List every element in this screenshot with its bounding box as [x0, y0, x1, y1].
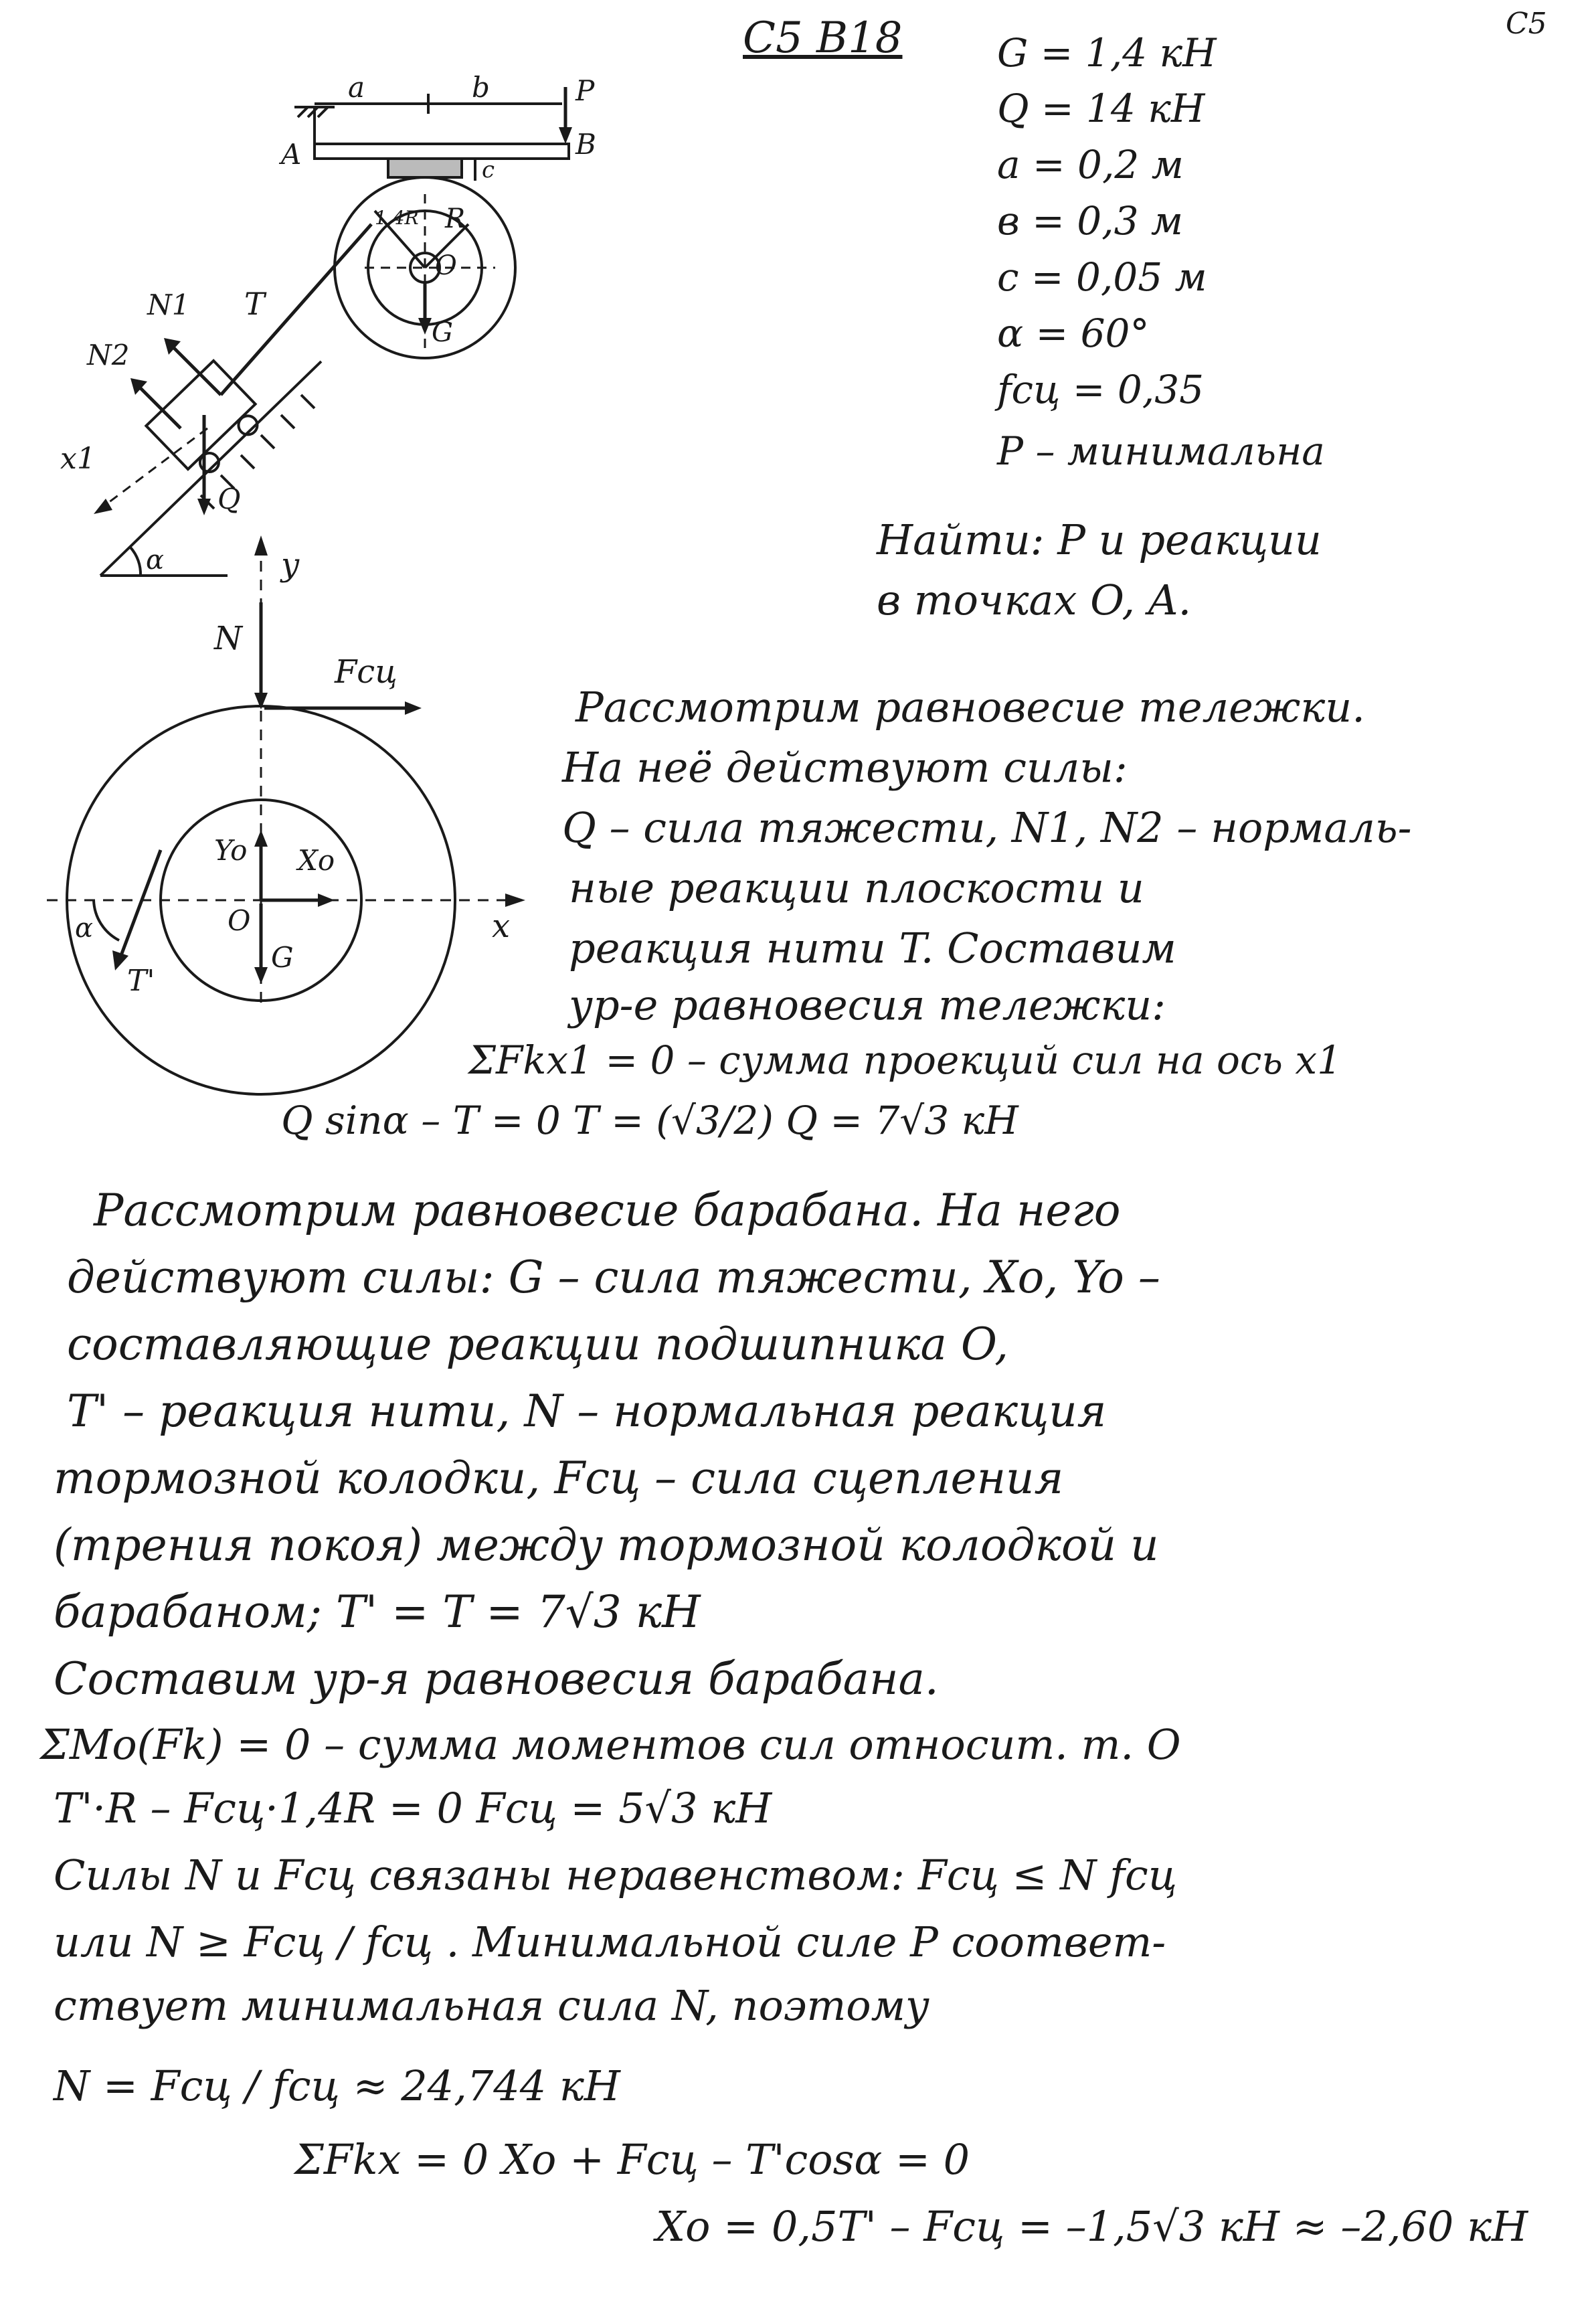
label-a-point: A: [281, 138, 302, 171]
label-t-prime: T': [127, 964, 155, 998]
given-q: Q = 14 кН: [997, 86, 1205, 131]
label-p: P: [575, 74, 595, 107]
label-n1: N1: [147, 288, 190, 321]
label-alpha-bottom: α: [75, 913, 94, 944]
label-yo: Yo: [214, 834, 248, 867]
drum-sum-x-line: ΣFkx = 0 Xo + Fсц – T'cosα = 0: [294, 2135, 970, 2184]
drum-text-line-1: Рассмотрим равновесие барабана. На него: [94, 1185, 1121, 1236]
cart-text-line-4: ные реакции плоскости и: [569, 863, 1144, 912]
drum-force-diagram: [0, 522, 549, 1098]
label-o: O: [435, 250, 457, 281]
label-b-point: B: [575, 128, 596, 161]
label-fsc: Fсц: [335, 653, 397, 691]
drum-moment-result: T'·R – Fсц·1,4R = 0 Fсц = 5√3 кН: [54, 1784, 772, 1833]
drum-text-line-3: составляющие реакции подшипника O,: [67, 1318, 1009, 1370]
cart-text-line-5: реакция нити T. Составим: [569, 924, 1176, 972]
given-a: a = 0,2 м: [997, 142, 1184, 187]
label-x: x: [492, 908, 511, 945]
page-title: С5 В18: [743, 13, 903, 63]
cart-result-line: Q sinα – T = 0 T = (√3/2) Q = 7√3 кН: [281, 1098, 1018, 1143]
given-b: в = 0,3 м: [997, 198, 1183, 244]
label-1-4r: 1,4R: [375, 207, 419, 229]
cart-text-line-1: Рассмотрим равновесие тележки.: [575, 683, 1365, 732]
label-o-bottom: O: [228, 904, 251, 937]
label-b: b: [472, 71, 490, 104]
drum-text-line-5: тормозной колодки, Fсц – сила сцепления: [54, 1452, 1064, 1504]
cart-sum-line: ΣFkx1 = 0 – сумма проекций сил на ось x1: [468, 1037, 1342, 1083]
label-q: Q: [217, 483, 241, 515]
label-n2: N2: [87, 339, 130, 371]
label-y: y: [281, 546, 300, 584]
given-g: G = 1,4 кН: [997, 30, 1217, 76]
label-g-bottom: G: [271, 941, 294, 974]
given-p-min: P – минимальна: [997, 428, 1325, 474]
label-t: T: [244, 286, 265, 322]
task-line-1: Найти: P и реакции: [877, 515, 1322, 564]
label-r: R: [445, 203, 466, 234]
drum-xo-result: Xo = 0,5T' – Fсц = –1,5√3 кН ≈ –2,60 кН: [656, 2202, 1528, 2251]
cart-text-line-3: Q – сила тяжести, N1, N2 – нормаль-: [562, 803, 1412, 852]
label-xo: Xo: [298, 844, 335, 877]
given-alpha: α = 60°: [997, 311, 1150, 356]
label-n: N: [214, 620, 242, 657]
drum-inequality-line: Силы N и Fсц связаны неравенством: Fсц ≤ N fсц: [54, 1851, 1178, 1899]
label-c: c: [482, 157, 495, 183]
drum-text-line-2: действуют силы: G – сила тяжести, Xo, Yo –: [67, 1252, 1160, 1303]
label-a: a: [348, 71, 365, 104]
drum-n-result: N = Fсц / fсц ≈ 24,744 кН: [54, 2061, 620, 2110]
drum-min-line: ствует минимальная сила N, поэтому: [54, 1981, 929, 2030]
label-alpha-incline: α: [146, 545, 165, 576]
drum-text-line-4: T' – реакция нити, N – нормальная реакция: [67, 1385, 1107, 1437]
cart-text-line-2: На неё действуют силы:: [562, 743, 1128, 792]
cart-text-line-6: ур-е равновесия тележки:: [569, 981, 1166, 1029]
label-g: G: [432, 317, 453, 348]
drum-inequality-line-2: или N ≥ Fсц / fсц . Минимальной силе P соответ-: [54, 1918, 1166, 1966]
task-line-2: в точках O, A.: [877, 576, 1192, 624]
drum-text-line-7: барабаном; T' = T = 7√3 кН: [54, 1586, 701, 1638]
given-friction: fсц = 0,35: [997, 367, 1205, 412]
given-c: с = 0,05 м: [997, 254, 1207, 300]
drum-text-line-8: Составим ур-я равновесия барабана.: [54, 1653, 939, 1705]
drum-text-line-6: (трения покоя) между тормозной колодкой и: [54, 1519, 1159, 1571]
label-x1: x1: [60, 442, 96, 476]
corner-mark: С5: [1506, 7, 1547, 41]
drum-moment-line: ΣMo(Fk) = 0 – сумма моментов сил относит. т. O: [40, 1720, 1181, 1769]
